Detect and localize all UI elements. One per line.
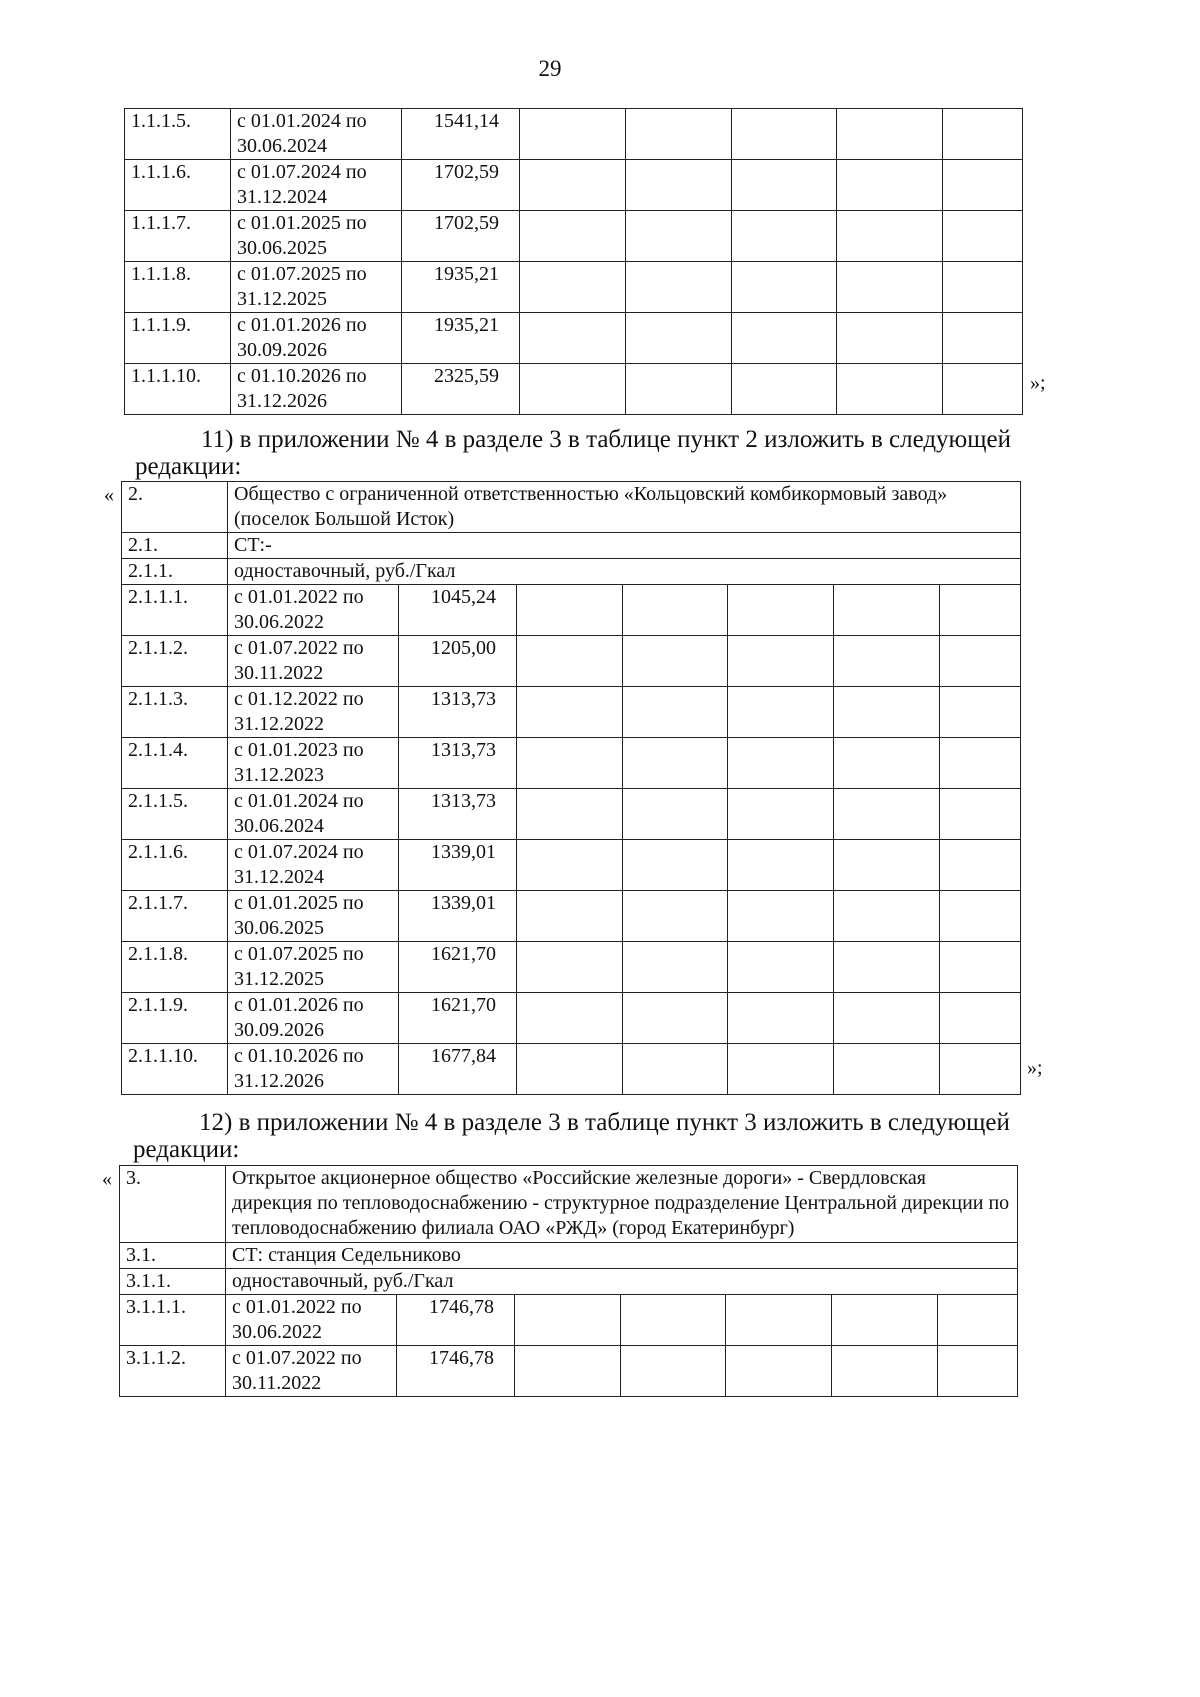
row-value: 1746,78 [397, 1295, 515, 1346]
empty-cell [520, 211, 626, 262]
empty-cell [834, 840, 940, 891]
empty-cell [837, 262, 943, 313]
empty-cell [940, 789, 1021, 840]
paragraph-12-line-2: редакции: [133, 1136, 240, 1163]
empty-cell [626, 211, 732, 262]
empty-cell [832, 1295, 938, 1346]
row-value: 1702,59 [402, 211, 520, 262]
row-number: 2.1.1.7. [122, 891, 228, 942]
empty-cell [517, 687, 623, 738]
row-value: 1313,73 [399, 738, 517, 789]
empty-cell [834, 942, 940, 993]
row-number: 1.1.1.10. [125, 364, 231, 415]
row-value: 1205,00 [399, 636, 517, 687]
item-3-1-number: 3.1. [120, 1243, 226, 1269]
empty-cell [728, 942, 834, 993]
empty-cell [626, 109, 732, 160]
empty-cell [623, 1044, 728, 1095]
empty-cell [940, 687, 1021, 738]
empty-cell [943, 262, 1023, 313]
row-period: с 01.01.2024 по 30.06.2024 [228, 789, 399, 840]
table-row [122, 687, 1021, 738]
empty-cell [621, 1295, 726, 1346]
empty-cell [728, 1044, 834, 1095]
row-value: 1621,70 [399, 942, 517, 993]
row-period: с 01.01.2023 по 31.12.2023 [228, 738, 399, 789]
empty-cell [726, 1346, 832, 1397]
row-number: 1.1.1.5. [125, 109, 231, 160]
row-value: 1746,78 [397, 1346, 515, 1397]
table-row [122, 942, 1021, 993]
empty-cell [943, 313, 1023, 364]
closing-quote-2: »; [1027, 1057, 1043, 1079]
row-number: 2.1.1.5. [122, 789, 228, 840]
row-period: с 01.07.2024 по 31.12.2024 [231, 160, 402, 211]
empty-cell [623, 942, 728, 993]
row-value: 1702,59 [402, 160, 520, 211]
empty-cell [940, 1044, 1021, 1095]
empty-cell [943, 364, 1023, 415]
row-period: с 01.10.2026 по 31.12.2026 [231, 364, 402, 415]
table-row [125, 262, 1023, 313]
row-value: 1935,21 [402, 262, 520, 313]
empty-cell [732, 109, 837, 160]
row-period: с 01.07.2025 по 31.12.2025 [228, 942, 399, 993]
empty-cell [517, 942, 623, 993]
table-row [125, 160, 1023, 211]
row-number: 2.1.1.1. [122, 585, 228, 636]
table-row [122, 789, 1021, 840]
table-row [122, 636, 1021, 687]
item-3-1-text: СТ: станция Седельниково [226, 1243, 1018, 1269]
empty-cell [732, 160, 837, 211]
empty-cell [623, 636, 728, 687]
empty-cell [943, 109, 1023, 160]
item-2-number: 2. [122, 482, 228, 533]
row-value: 1339,01 [399, 840, 517, 891]
row-period: с 01.01.2026 по 30.09.2026 [228, 993, 399, 1044]
empty-cell [626, 160, 732, 211]
item-3-organization: Открытое акционерное общество «Российские железные дороги» - Свердловская дирекция по тепловодоснабжению - структурное подразделение Центральной дирекции по тепловодоснабжению филиала ОАО «РЖД» (город Екатеринбург) [226, 1166, 1018, 1243]
empty-cell [728, 636, 834, 687]
empty-cell [515, 1295, 621, 1346]
row-number: 1.1.1.6. [125, 160, 231, 211]
empty-cell [834, 993, 940, 1044]
item-2-1-number: 2.1. [122, 533, 228, 559]
empty-cell [517, 738, 623, 789]
empty-cell [728, 840, 834, 891]
row-number: 3.1.1.1. [120, 1295, 226, 1346]
table-row [122, 1044, 1021, 1095]
empty-cell [837, 364, 943, 415]
empty-cell [732, 364, 837, 415]
empty-cell [728, 738, 834, 789]
empty-cell [943, 211, 1023, 262]
empty-cell [940, 840, 1021, 891]
row-number: 2.1.1.8. [122, 942, 228, 993]
row-number: 2.1.1.4. [122, 738, 228, 789]
empty-cell [940, 636, 1021, 687]
table-row [125, 313, 1023, 364]
empty-cell [621, 1346, 726, 1397]
empty-cell [834, 687, 940, 738]
row-period: с 01.07.2022 по 30.11.2022 [228, 636, 399, 687]
row-value: 1677,84 [399, 1044, 517, 1095]
empty-cell [623, 891, 728, 942]
row-value: 1313,73 [399, 789, 517, 840]
empty-cell [834, 585, 940, 636]
empty-cell [837, 313, 943, 364]
item-2-1-text: СТ:- [228, 533, 1021, 559]
paragraph-12-line-1: 12) в приложении № 4 в разделе 3 в таблице пункт 3 изложить в следующей [199, 1109, 1010, 1136]
item-3-1-1-number: 3.1.1. [120, 1269, 226, 1295]
empty-cell [940, 585, 1021, 636]
empty-cell [623, 840, 728, 891]
row-period: с 01.01.2026 по 30.09.2026 [231, 313, 402, 364]
empty-cell [732, 313, 837, 364]
empty-cell [834, 891, 940, 942]
opening-quote-2: « [104, 484, 114, 506]
row-number: 2.1.1.3. [122, 687, 228, 738]
empty-cell [623, 585, 728, 636]
row-period: с 01.01.2024 по 30.06.2024 [231, 109, 402, 160]
empty-cell [728, 687, 834, 738]
empty-cell [940, 738, 1021, 789]
table-row [122, 738, 1021, 789]
empty-cell [520, 262, 626, 313]
table-row [122, 840, 1021, 891]
empty-cell [832, 1346, 938, 1397]
empty-cell [517, 840, 623, 891]
row-number: 1.1.1.8. [125, 262, 231, 313]
item-2-1-1-text: одноставочный, руб./Гкал [228, 559, 1021, 585]
empty-cell [520, 364, 626, 415]
empty-cell [834, 789, 940, 840]
tariff-table-3 [119, 1165, 1018, 1397]
empty-cell [517, 585, 623, 636]
empty-cell [943, 160, 1023, 211]
empty-cell [837, 160, 943, 211]
empty-cell [517, 993, 623, 1044]
empty-cell [517, 789, 623, 840]
row-number: 2.1.1.10. [122, 1044, 228, 1095]
empty-cell [517, 1044, 623, 1095]
empty-cell [938, 1295, 1018, 1346]
row-value: 1313,73 [399, 687, 517, 738]
table-row [120, 1346, 1018, 1397]
empty-cell [623, 993, 728, 1044]
row-value: 2325,59 [402, 364, 520, 415]
row-period: с 01.01.2025 по 30.06.2025 [228, 891, 399, 942]
table-row [122, 585, 1021, 636]
row-period: с 01.01.2025 по 30.06.2025 [231, 211, 402, 262]
empty-cell [515, 1346, 621, 1397]
empty-cell [940, 993, 1021, 1044]
empty-cell [834, 738, 940, 789]
table-row [122, 993, 1021, 1044]
empty-cell [520, 160, 626, 211]
paragraph-12 [133, 1107, 1073, 1167]
table-row [125, 109, 1023, 160]
row-period: с 01.01.2022 по 30.06.2022 [228, 585, 399, 636]
table-row [120, 1295, 1018, 1346]
empty-cell [623, 738, 728, 789]
tariff-table-2 [121, 481, 1021, 1095]
empty-cell [834, 636, 940, 687]
row-number: 2.1.1.9. [122, 993, 228, 1044]
row-period: с 01.07.2024 по 31.12.2024 [228, 840, 399, 891]
tariff-table-1 [124, 108, 1023, 415]
empty-cell [728, 993, 834, 1044]
opening-quote-3: « [102, 1168, 112, 1190]
empty-cell [520, 313, 626, 364]
paragraph-11 [135, 424, 1075, 484]
closing-quote-1: »; [1030, 372, 1046, 394]
row-number: 3.1.1.2. [120, 1346, 226, 1397]
page-number: 29 [538, 56, 562, 81]
row-number: 1.1.1.9. [125, 313, 231, 364]
row-value: 1935,21 [402, 313, 520, 364]
row-period: с 01.01.2022 по 30.06.2022 [226, 1295, 397, 1346]
row-period: с 01.10.2026 по 31.12.2026 [228, 1044, 399, 1095]
empty-cell [940, 891, 1021, 942]
empty-cell [732, 211, 837, 262]
item-2-organization: Общество с ограниченной ответственностью «Кольцовский комбикормовый завод» (поселок Большой Исток) [228, 482, 1021, 533]
empty-cell [837, 109, 943, 160]
empty-cell [728, 789, 834, 840]
empty-cell [728, 891, 834, 942]
item-2-1-1-number: 2.1.1. [122, 559, 228, 585]
empty-cell [623, 789, 728, 840]
table-row [125, 364, 1023, 415]
empty-cell [626, 364, 732, 415]
row-value: 1339,01 [399, 891, 517, 942]
item-3-1-1-text: одноставочный, руб./Гкал [226, 1269, 1018, 1295]
empty-cell [517, 891, 623, 942]
empty-cell [726, 1295, 832, 1346]
empty-cell [940, 942, 1021, 993]
empty-cell [626, 313, 732, 364]
empty-cell [837, 211, 943, 262]
row-value: 1621,70 [399, 993, 517, 1044]
empty-cell [626, 262, 732, 313]
empty-cell [732, 262, 837, 313]
table-row [122, 891, 1021, 942]
empty-cell [728, 585, 834, 636]
row-value: 1541,14 [402, 109, 520, 160]
row-period: с 01.12.2022 по 31.12.2022 [228, 687, 399, 738]
row-number: 2.1.1.6. [122, 840, 228, 891]
table-row [125, 211, 1023, 262]
paragraph-11-line-1: 11) в приложении № 4 в разделе 3 в таблице пункт 2 изложить в следующей [201, 426, 1011, 453]
empty-cell [623, 687, 728, 738]
row-number: 1.1.1.7. [125, 211, 231, 262]
row-period: с 01.07.2022 по 30.11.2022 [226, 1346, 397, 1397]
row-value: 1045,24 [399, 585, 517, 636]
paragraph-11-line-2: редакции: [135, 453, 242, 480]
row-number: 2.1.1.2. [122, 636, 228, 687]
empty-cell [938, 1346, 1018, 1397]
empty-cell [520, 109, 626, 160]
empty-cell [834, 1044, 940, 1095]
row-period: с 01.07.2025 по 31.12.2025 [231, 262, 402, 313]
item-3-number: 3. [120, 1166, 226, 1243]
empty-cell [517, 636, 623, 687]
